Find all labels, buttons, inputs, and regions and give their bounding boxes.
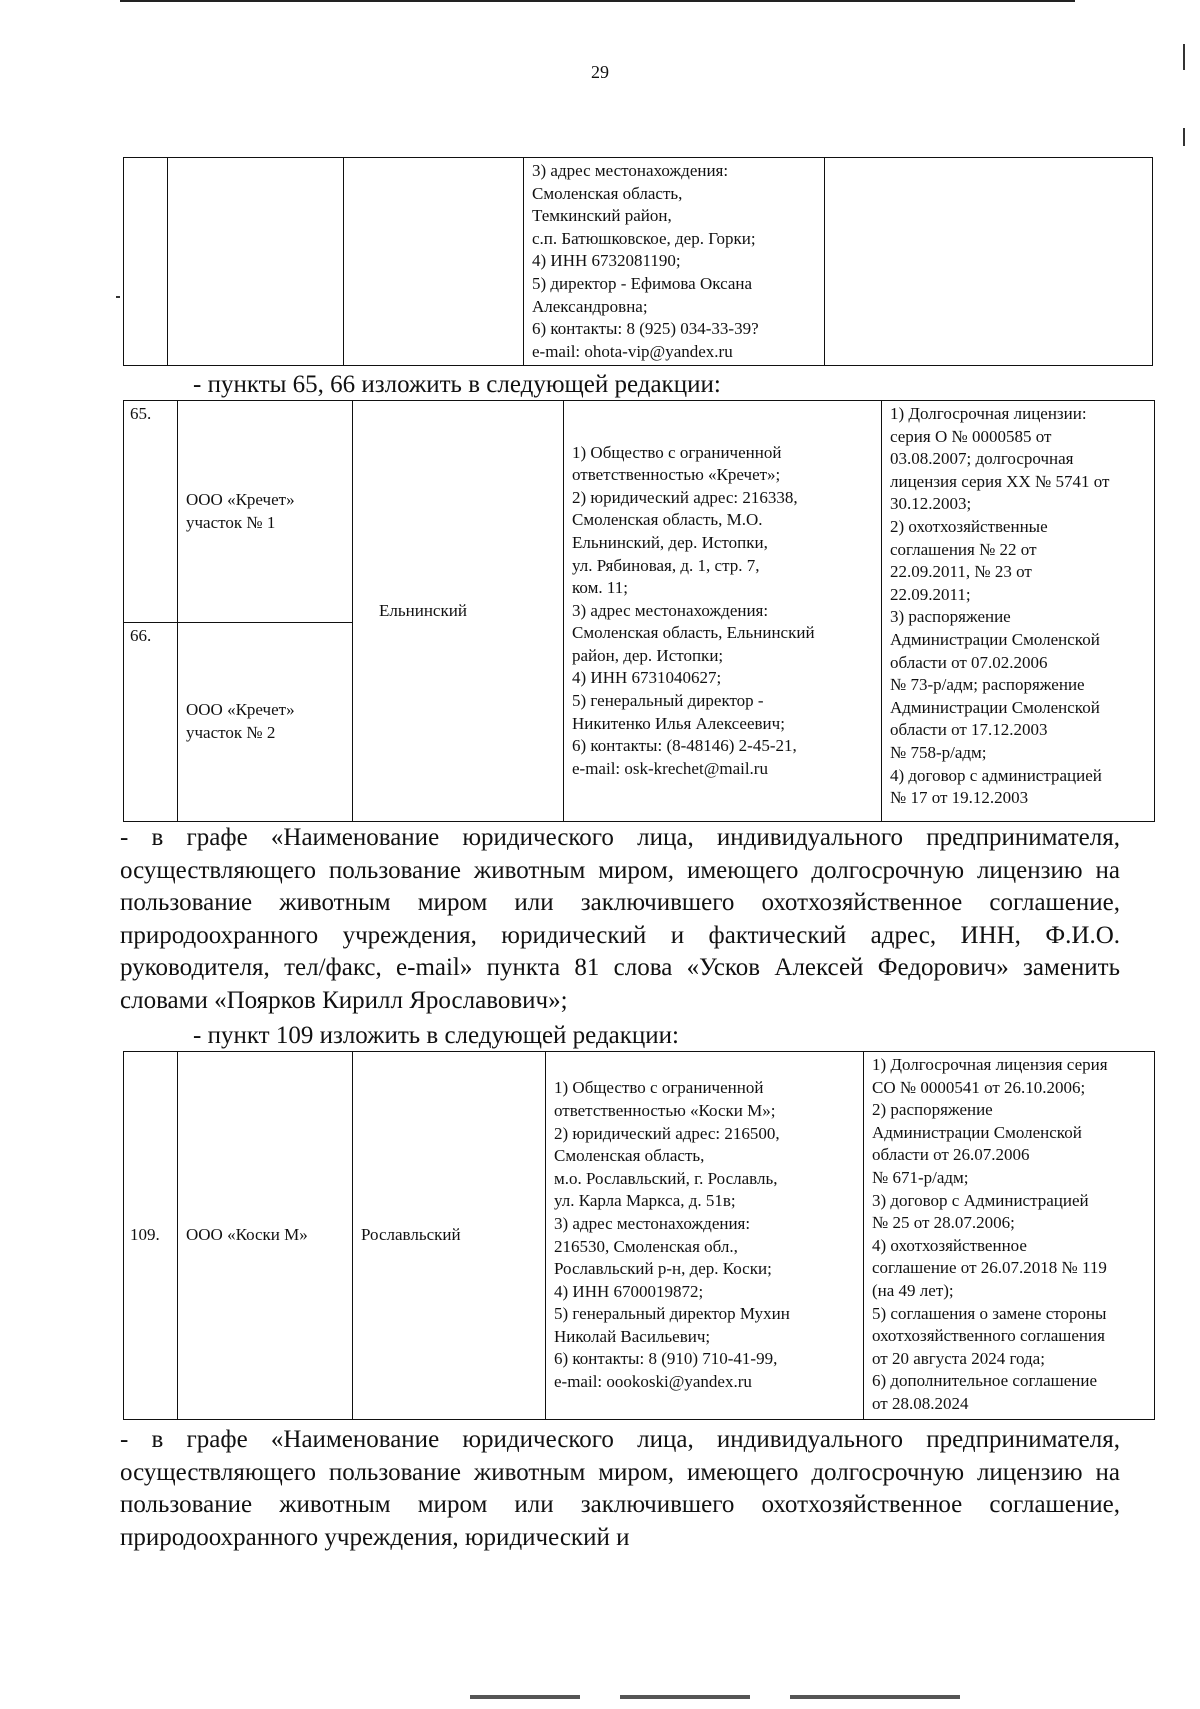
table-cell: [124, 158, 168, 366]
row-number: 109.: [124, 1052, 178, 1420]
table-cell: [344, 158, 524, 366]
scan-edge-mark: [1183, 128, 1185, 146]
entity-details: 3) адрес местонахождения: Смоленская область, Темкинский район, с.п. Батюшковское, дер. Горки; 4) ИНН 6732081190; 5) директор - Ефимова Оксана Александровна; 6) контакты: 8 (925) 034-33-39? e-mail: ohota-vip@yandex.ru: [532, 161, 759, 361]
scan-bottom-marks: [790, 1695, 960, 1699]
entity-name: ООО «Кречет» участок № 1: [178, 401, 353, 623]
row-number: 66.: [124, 623, 178, 822]
table-point-109: [123, 1051, 1155, 1420]
scan-edge-mark: [116, 296, 120, 298]
permit-documents: 1) Долгосрочная лицензии: серия О № 0000585 от 03.08.2007; долгосрочная лицензия серия ХХ № 5741 от 30.12.2003; 2) охотхозяйственные соглашения № 22 от 22.09.2011, № 23 от 22.09.2011; 3) распоряжение Администрации Смоленской области от 07.02.2006 № 73-р/адм; распоряжение Администрации Смоленской области от 17.12.2003 № 758-р/адм; 4) договор с администрацией № 17 от 19.12.2003: [882, 401, 1155, 822]
page-number: 29: [591, 62, 609, 82]
scan-bottom-marks: [620, 1695, 750, 1699]
entity-details: 1) Общество с ограниченной ответственностью «Кречет»; 2) юридический адрес: 216338, Смоленская область, М.О. Ельнинский, дер. Истопки, ул. Рябиновая, д. 1, стр. 7, ком. 11; 3) адрес местонахождения: Смоленская область, Ельнинский район, дер. Истопки; 4) ИНН 6731040627; 5) генеральный директор - Никитенко Илья Алексеевич; 6) контакты: (8-48146) 2-45-21, e-mail: osk-krechet@mail.ru: [564, 401, 882, 822]
instruction-points-65-66: - пункты 65, 66 изложить в следующей редакции:: [193, 371, 721, 398]
amendment-paragraph-81: - в графе «Наименование юридического лица, индивидуального предпринимателя, осуществляющего пользование животным миром, имеющего долгосрочную лицензию на пользование животным миром или заключившего охотхозяйственное соглашение, природоохранного учреждения, юридический и фактический адрес, ИНН, Ф.И.О. руководителя, тел/факс, e-mail» пункта 81 слова «Усков Алексей Федорович» заменить словами «Поярков Кирилл Ярославович»;: [120, 824, 1120, 1014]
table-cell: [524, 158, 825, 366]
table-points-65-66: [123, 400, 1155, 822]
scan-top-line: [120, 0, 1075, 2]
instruction-point-109: - пункт 109 изложить в следующей редакции:: [193, 1022, 679, 1049]
row-number: 65.: [124, 401, 178, 623]
scan-bottom-marks: [470, 1695, 580, 1699]
district: Ельнинский: [353, 401, 564, 822]
table-top-continuation: [123, 157, 1153, 366]
amendment-paragraph-continued: - в графе «Наименование юридического лица, индивидуального предпринимателя, осуществляющего пользование животным миром, имеющего долгосрочную лицензию на пользование животным миром или заключившего охотхозяйственное соглашение, природоохранного учреждения, юридический и: [120, 1426, 1120, 1551]
district: Рославльский: [353, 1052, 546, 1420]
table-cell: [168, 158, 344, 366]
permit-documents: 1) Долгосрочная лицензия серия СО № 0000541 от 26.10.2006; 2) распоряжение Администрации Смоленской области от 26.07.2006 № 671-р/адм; 3) договор с Администрацией № 25 от 28.07.2006; 4) охотхозяйственное соглашение от 26.07.2018 № 119 (на 49 лет); 5) соглашения о замене стороны охотхозяйственного соглашения от 20 августа 2024 года; 6) дополнительное соглашение от 28.08.2024: [864, 1052, 1155, 1420]
entity-name: ООО «Коски М»: [178, 1052, 353, 1420]
entity-name: ООО «Кречет» участок № 2: [178, 623, 353, 822]
table-cell: [825, 158, 1153, 366]
entity-details: 1) Общество с ограниченной ответственностью «Коски М»; 2) юридический адрес: 216500, Смоленская область, м.о. Рославльский, г. Рославль, ул. Карла Маркса, д. 51в; 3) адрес местонахождения: 216530, Смоленская обл., Рославльский р-н, дер. Коски; 4) ИНН 6700019872; 5) генеральный директор Мухин Николай Васильевич; 6) контакты: 8 (910) 710-41-99, e-mail: oookoski@yandex.ru: [546, 1052, 864, 1420]
